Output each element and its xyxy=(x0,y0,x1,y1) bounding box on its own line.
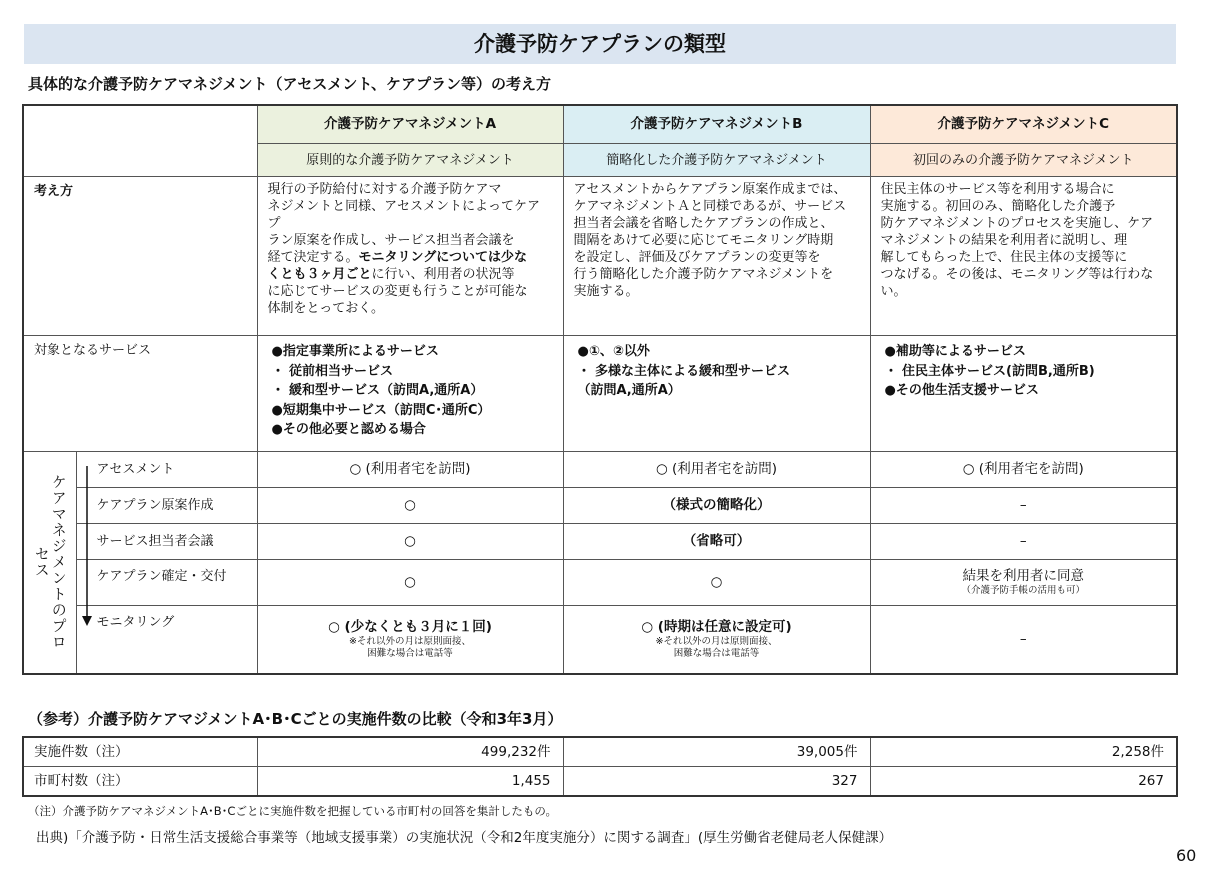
process-b-cell: ○ (利用者宅を訪問) xyxy=(563,452,870,488)
column-c-subtitle: 初回のみの介護予防ケアマネジメント xyxy=(870,144,1177,177)
service-item: ●その他必要と認める場合 xyxy=(271,422,426,437)
care-plan-table xyxy=(22,104,1178,675)
process-a-cell: ○ xyxy=(257,488,563,524)
approach-b-line: 行う簡略化した介護予防ケアマネジメントを xyxy=(573,267,834,282)
approach-c-line: 解してもらった上で、住民主体の支援等に xyxy=(880,250,1128,265)
approach-c-line: 実施する。初回のみ、簡略化した介護予 xyxy=(880,199,1116,214)
process-a-cell xyxy=(257,606,563,674)
reference-value-c: 267 xyxy=(870,767,1177,797)
approach-a-line: 現行の予防給付に対する介護予防ケアマ xyxy=(267,182,502,197)
service-item: ・ 多様な主体による緩和型サービス xyxy=(577,363,791,379)
section-heading: 具体的な介護予防ケアマネジメント（アセスメント、ケアプラン等）の考え方 xyxy=(28,75,552,93)
approach-a-line: に行い、利用者の状況等 xyxy=(371,267,515,282)
approach-c-line: 住民主体のサービス等を利用する場合に xyxy=(880,182,1115,197)
process-label: ケアプラン確定・交付 xyxy=(76,560,257,606)
approach-b-line: 担当者会議を省略したケアプランの作成と、 xyxy=(573,216,834,231)
process-label: モニタリング xyxy=(76,606,257,674)
process-side-cell xyxy=(23,452,76,674)
approach-b-line: 間隔をあけて必要に応じてモニタリング時期 xyxy=(573,233,834,248)
service-item: ・ 緩和型サービス（訪問A,通所A） xyxy=(271,383,484,398)
service-item: ●指定事業所によるサービス xyxy=(271,344,439,359)
process-b-cell: ○ xyxy=(563,560,870,606)
services-c xyxy=(870,336,1177,452)
monitoring-b-note: ※それ以外の月は原則面接、 xyxy=(655,635,778,647)
reference-value-b: 327 xyxy=(563,767,870,797)
service-item: ●補助等によるサービス xyxy=(884,344,1026,359)
process-side-label: ケアマネジメントのプロセス xyxy=(32,474,68,651)
approach-c-line: 防ケアマネジメントのプロセスを実施し、ケア xyxy=(880,216,1154,231)
approach-b-text xyxy=(563,177,870,336)
service-item: ・ 住民主体サービス(訪問B,通所B) xyxy=(884,363,1095,379)
process-a-cell: ○ xyxy=(257,524,563,560)
service-item: ●短期集中サービス（訪問C･通所C） xyxy=(271,402,491,418)
page-title: 介護予防ケアプランの類型 xyxy=(24,24,1176,64)
service-item: （訪問A,通所A） xyxy=(577,383,681,398)
process-label-text: アセスメント xyxy=(96,462,175,477)
approach-a-line: ラン原案を作成し、サービス担当者会議を xyxy=(267,233,515,248)
monitoring-a-note: ※それ以外の月は原則面接、 xyxy=(349,635,471,647)
header-empty-cell xyxy=(23,105,257,177)
approach-label: 考え方 xyxy=(23,177,257,336)
service-item: ・ 従前相当サービス xyxy=(271,363,394,379)
reference-table xyxy=(22,736,1178,797)
process-label: サービス担当者会議 xyxy=(76,524,257,560)
process-c-cell: – xyxy=(870,488,1177,524)
approach-a-line: 体制をとっておく。 xyxy=(267,301,384,316)
reference-value-a: 499,232件 xyxy=(257,737,563,767)
services-b xyxy=(563,336,870,452)
approach-a-line: に応じてサービスの変更も行うことが可能な xyxy=(267,284,528,299)
approach-c-text xyxy=(870,177,1177,336)
approach-a-bold: くとも３ヶ月ごと xyxy=(267,267,372,282)
column-b-subtitle: 簡略化した介護予防ケアマネジメント xyxy=(563,144,870,177)
reference-row-label: 実施件数（注） xyxy=(23,737,257,767)
process-b-cell xyxy=(563,606,870,674)
process-c-cell: – xyxy=(870,606,1177,674)
column-a-title: 介護予防ケアマネジメントA xyxy=(257,105,563,144)
arrow-down-icon xyxy=(81,466,93,631)
monitoring-b-text: ○ (時期は任意に設定可) xyxy=(641,618,792,635)
column-b-title: 介護予防ケアマネジメントB xyxy=(563,105,870,144)
approach-a-text xyxy=(257,177,563,336)
approach-a-bold: モニタリングについては少な xyxy=(358,250,527,265)
approach-b-line: アセスメントからケアプラン原案作成までは、 xyxy=(573,182,847,197)
column-c-title: 介護予防ケアマネジメントC xyxy=(870,105,1177,144)
reference-value-a: 1,455 xyxy=(257,767,563,797)
process-b-cell: （様式の簡略化） xyxy=(563,488,870,524)
column-a-subtitle: 原則的な介護予防ケアマネジメント xyxy=(257,144,563,177)
reference-row-label: 市町村数（注） xyxy=(23,767,257,797)
process-c-cell xyxy=(870,560,1177,606)
monitoring-a-text: ○ (少なくとも３月に１回) xyxy=(328,618,492,635)
reference-value-c: 2,258件 xyxy=(870,737,1177,767)
monitoring-b-note: 困難な場合は電話等 xyxy=(673,647,760,659)
monitoring-a-note: 困難な場合は電話等 xyxy=(367,647,453,659)
process-a-cell: ○ (利用者宅を訪問) xyxy=(257,452,563,488)
approach-c-line: い。 xyxy=(880,284,907,299)
process-a-cell: ○ xyxy=(257,560,563,606)
process-label: ケアプラン原案作成 xyxy=(76,488,257,524)
approach-a-line: ネジメントと同様、アセスメントによってケアプ xyxy=(267,199,540,231)
approach-b-line: 実施する。 xyxy=(573,284,639,299)
process-label xyxy=(76,452,257,488)
footnote: （注）介護予防ケアマネジメントA･B･Cごとに実施件数を把握している市町村の回答を集計したもの。 xyxy=(28,804,557,818)
approach-b-line: ケアマネジメントＡと同様であるが、サービス xyxy=(573,199,847,214)
process-c-cell: – xyxy=(870,524,1177,560)
reference-value-b: 39,005件 xyxy=(563,737,870,767)
page-number: 60 xyxy=(1176,846,1197,865)
process-c-note: （介護予防手帳の活用も可） xyxy=(961,585,1085,596)
service-item: ●①、②以外 xyxy=(577,344,650,359)
process-b-cell: （省略可） xyxy=(563,524,870,560)
process-c-text: 結果を利用者に同意 xyxy=(962,568,1084,584)
process-c-cell: ○ (利用者宅を訪問) xyxy=(870,452,1177,488)
approach-c-line: つなげる。その後は、モニタリング等は行わな xyxy=(880,267,1154,282)
approach-b-line: を設定し、評価及びケアプランの変更等を xyxy=(573,250,821,265)
service-item: ●その他生活支援サービス xyxy=(884,383,1039,398)
approach-a-line: 経て決定する。 xyxy=(267,250,359,265)
reference-heading: （参考）介護予防ケアマジメントA･B･Cごとの実施件数の比較（令和3年3月） xyxy=(28,710,563,728)
services-label: 対象となるサービス xyxy=(23,336,257,452)
approach-c-line: マネジメントの結果を利用者に説明し、理 xyxy=(880,233,1128,248)
source-citation: 出典)「介護予防・日常生活支援総合事業等（地域支援事業）の実施状況（令和2年度実施分）に関する調査」(厚生労働省老健局老人保健課） xyxy=(36,830,893,846)
services-a xyxy=(257,336,563,452)
